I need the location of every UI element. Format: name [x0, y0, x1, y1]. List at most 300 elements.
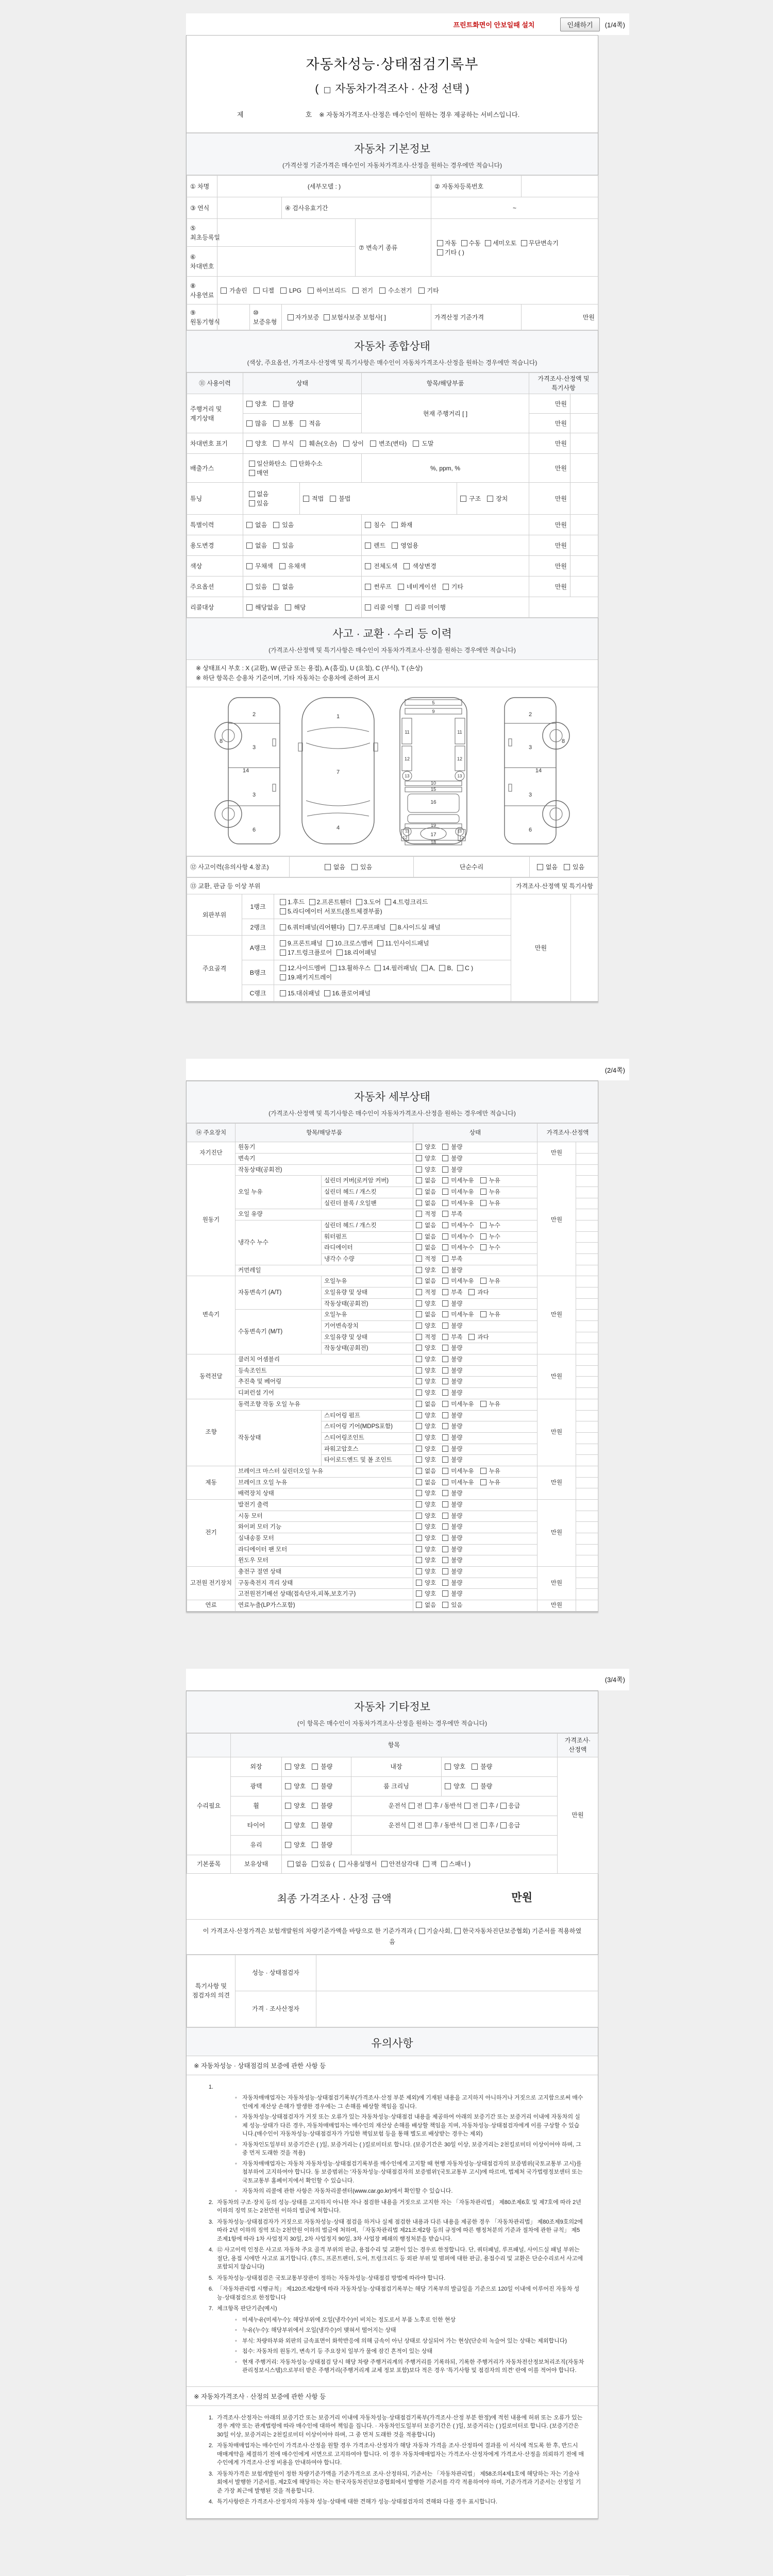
- print-button[interactable]: 인쇄하기: [560, 18, 599, 31]
- checkbox[interactable]: [442, 1479, 448, 1485]
- checkbox[interactable]: [480, 1479, 486, 1485]
- checkbox[interactable]: [442, 1580, 448, 1586]
- checkbox[interactable]: [416, 1155, 422, 1161]
- option-cell: [243, 556, 362, 577]
- checkbox[interactable]: [246, 522, 253, 528]
- checkbox[interactable]: [457, 965, 463, 971]
- checkbox-option: [472, 1762, 492, 1771]
- checkbox[interactable]: [416, 1389, 422, 1396]
- checkbox[interactable]: [246, 604, 253, 611]
- checkbox[interactable]: [445, 1764, 451, 1770]
- form-cell: (세부모델 : ): [217, 176, 431, 197]
- checkbox[interactable]: [442, 1423, 448, 1429]
- checkbox[interactable]: [480, 1278, 486, 1284]
- checkbox-option: [416, 1143, 436, 1152]
- checkbox[interactable]: [480, 1177, 486, 1183]
- checkbox[interactable]: [285, 1764, 291, 1770]
- checkbox[interactable]: [480, 1401, 486, 1407]
- checkbox[interactable]: [455, 1928, 461, 1934]
- option-cell: [413, 1444, 537, 1455]
- checkbox[interactable]: [416, 1200, 422, 1206]
- checkbox[interactable]: [246, 420, 253, 427]
- checkbox-label: 불량: [451, 1524, 463, 1531]
- checkbox-label: 없음: [425, 1223, 436, 1229]
- checkbox[interactable]: [416, 1546, 422, 1552]
- checkbox[interactable]: [330, 496, 336, 502]
- checkbox[interactable]: [442, 1300, 448, 1307]
- checkbox[interactable]: [416, 1211, 422, 1217]
- checkbox[interactable]: [487, 496, 493, 502]
- checkbox[interactable]: [365, 604, 371, 611]
- checkbox[interactable]: [416, 1144, 422, 1150]
- checkbox[interactable]: [273, 440, 279, 447]
- checkbox[interactable]: [312, 1861, 318, 1867]
- checkbox[interactable]: [273, 584, 279, 590]
- text-segment: 무단변속기: [528, 239, 559, 247]
- option-cell: [362, 515, 529, 535]
- checkbox[interactable]: [249, 461, 255, 467]
- checkbox-label: 누수: [489, 1245, 500, 1251]
- checkbox[interactable]: [442, 1546, 448, 1552]
- checkbox[interactable]: [280, 899, 286, 905]
- checkbox[interactable]: [480, 1189, 486, 1195]
- checkbox[interactable]: [365, 543, 371, 549]
- checkbox[interactable]: [249, 491, 255, 497]
- checkbox[interactable]: [441, 1861, 447, 1867]
- checkbox[interactable]: [309, 899, 315, 905]
- checkbox[interactable]: [442, 1456, 448, 1463]
- checkbox-option: [442, 1556, 462, 1565]
- checkbox-label: 양호: [294, 1841, 306, 1849]
- checkbox-label: 누유: [489, 1312, 500, 1318]
- checkbox[interactable]: [416, 1311, 422, 1317]
- form-cell: 성능 · 상태점검자: [236, 1955, 316, 1991]
- checkbox[interactable]: [312, 1803, 318, 1809]
- checkbox[interactable]: [442, 1378, 448, 1384]
- checkbox[interactable]: [416, 1412, 422, 1418]
- checkbox[interactable]: [246, 584, 253, 590]
- checkbox[interactable]: [416, 1323, 422, 1329]
- checkbox[interactable]: [246, 543, 253, 549]
- checkbox[interactable]: [472, 1764, 478, 1770]
- checkbox[interactable]: [416, 1222, 422, 1228]
- text-segment: 음: [389, 1938, 395, 1946]
- checkbox[interactable]: [442, 1334, 448, 1340]
- checkbox[interactable]: [280, 950, 286, 956]
- checkbox[interactable]: [312, 1842, 318, 1848]
- checkbox[interactable]: [442, 1389, 448, 1396]
- text-segment: 스패너 ): [448, 1860, 471, 1868]
- checkbox[interactable]: [246, 401, 253, 407]
- checkbox[interactable]: [416, 1233, 422, 1240]
- page-badge-3: (3/4쪽): [604, 1676, 625, 1684]
- checkbox[interactable]: [422, 965, 428, 971]
- checkbox[interactable]: [279, 563, 285, 569]
- checkbox[interactable]: [564, 864, 570, 870]
- checkbox[interactable]: [365, 522, 371, 528]
- notice-item-text: 자동차성능·상태점검은 국토교통부장관이 정하는 자동차성능·상태점검 방법에 따라야 합니다.: [217, 2275, 446, 2281]
- checkbox[interactable]: [285, 1783, 291, 1789]
- checkbox[interactable]: [442, 1501, 448, 1507]
- notice-item-number: 4.: [208, 2247, 213, 2253]
- notice-block-heading: ※ 자동차가격조사 · 산정의 보증에 관한 사항 등: [187, 2387, 598, 2406]
- checkbox[interactable]: [280, 965, 286, 971]
- checkbox[interactable]: [246, 563, 253, 569]
- diagram-part-number: 2: [528, 711, 532, 718]
- text-segment: 11.인사이드패널: [385, 939, 429, 947]
- checkbox[interactable]: [370, 440, 376, 447]
- checkbox[interactable]: [249, 500, 255, 506]
- checkbox[interactable]: [442, 1177, 448, 1183]
- checkbox[interactable]: [442, 1345, 448, 1351]
- checkbox[interactable]: [288, 314, 294, 320]
- checkbox[interactable]: [416, 1446, 422, 1452]
- checkbox-option: [416, 1579, 436, 1588]
- checkbox[interactable]: [416, 1189, 422, 1195]
- checkbox-option: [445, 1782, 465, 1791]
- checkbox[interactable]: [416, 1568, 422, 1574]
- bullet-icon: ◦: [235, 2337, 237, 2344]
- checkbox-option: [406, 603, 446, 612]
- checkbox[interactable]: [468, 1334, 475, 1340]
- checkbox[interactable]: [416, 1401, 422, 1407]
- checkbox[interactable]: [416, 1345, 422, 1351]
- checkbox[interactable]: [285, 1842, 291, 1848]
- checkbox[interactable]: [442, 1278, 448, 1284]
- checkbox[interactable]: [480, 1200, 486, 1206]
- checkbox-label: 구조: [469, 495, 481, 502]
- checkbox[interactable]: [249, 470, 255, 476]
- checkbox[interactable]: [308, 287, 314, 294]
- checkbox[interactable]: [425, 1822, 431, 1828]
- checkbox[interactable]: [416, 1244, 422, 1250]
- bullet-icon: ◦: [235, 2359, 237, 2365]
- other-info-table: [187, 1733, 598, 1874]
- checkbox[interactable]: [324, 990, 330, 996]
- checkbox[interactable]: [280, 908, 286, 914]
- checkbox[interactable]: [416, 1479, 422, 1485]
- checkbox-label: 불량: [451, 1267, 463, 1274]
- checkbox[interactable]: [416, 1300, 422, 1307]
- checkbox[interactable]: [365, 584, 371, 590]
- checkbox[interactable]: [442, 1200, 448, 1206]
- checkbox[interactable]: [442, 1590, 448, 1597]
- notice-item-text: 「자동차관리법 시행규칙」 제120조제2항에 따라 자동차성능·상태점검기록부는 해당 기록부의 발급일을 기준으로 120일 이내에 이루어진 자동차 성능·상태점검으로 한정합니다: [217, 2286, 580, 2301]
- diagram-part-number: 19: [430, 823, 436, 828]
- form-cell: 가격조사·산정액: [558, 1733, 598, 1757]
- checkbox[interactable]: [416, 1580, 422, 1586]
- checkbox[interactable]: [280, 287, 287, 294]
- option-cell: [243, 394, 362, 414]
- form-cell: [576, 1265, 598, 1276]
- checkbox[interactable]: [343, 440, 349, 447]
- checkbox[interactable]: [442, 1412, 448, 1418]
- checkbox-label: 불량: [321, 1841, 333, 1849]
- checkbox[interactable]: [423, 1861, 429, 1867]
- checkbox-option: [442, 1456, 462, 1465]
- checkbox[interactable]: [460, 496, 466, 502]
- price-unit: 만원: [529, 414, 570, 433]
- checkbox-label: 양호: [294, 1783, 306, 1790]
- print-help-link[interactable]: 프린트화면이 안보일때 설치: [453, 21, 535, 29]
- checkbox[interactable]: [312, 1783, 318, 1789]
- checkbox[interactable]: [381, 1861, 388, 1867]
- checkbox[interactable]: [285, 604, 291, 611]
- checkbox[interactable]: [480, 1468, 486, 1474]
- checkbox-label: 양호: [425, 1166, 436, 1173]
- option-cell: [362, 535, 529, 556]
- notice-item-number: 1.: [208, 2083, 213, 2090]
- section-subtitle: (색상, 주요옵션, 가격조사·산정액 및 특기사항은 매수인이 자동차가격조사·산정을 원하는 경우에만 적습니다): [247, 359, 537, 366]
- checkbox[interactable]: [464, 1822, 470, 1828]
- checkbox[interactable]: [442, 1189, 448, 1195]
- checkbox[interactable]: [416, 1334, 422, 1340]
- checkbox-label: 미세누유: [451, 1401, 474, 1408]
- checkbox[interactable]: [280, 974, 286, 980]
- form-cell: 타이어: [231, 1816, 282, 1835]
- checkbox-option: [365, 520, 385, 530]
- checkbox[interactable]: [409, 1803, 415, 1809]
- checkbox[interactable]: [464, 1803, 470, 1809]
- checkbox[interactable]: [288, 1861, 294, 1867]
- form-cell: 시동 모터: [236, 1511, 413, 1522]
- checkbox[interactable]: [442, 1434, 448, 1440]
- checkbox[interactable]: [418, 287, 425, 294]
- checkbox[interactable]: [416, 1490, 422, 1496]
- checkbox[interactable]: [254, 287, 260, 294]
- checkbox[interactable]: [442, 1557, 448, 1563]
- form-cell: 스티어링조인트: [322, 1432, 413, 1444]
- checkbox[interactable]: [480, 1233, 486, 1240]
- checkbox[interactable]: [416, 1602, 422, 1608]
- checkbox[interactable]: [280, 940, 286, 946]
- checkbox[interactable]: [537, 864, 543, 870]
- checkbox-label: 보통: [282, 419, 294, 427]
- checkbox[interactable]: [416, 1256, 422, 1262]
- checkbox[interactable]: [330, 965, 337, 971]
- checkbox[interactable]: [416, 1356, 422, 1362]
- checkbox[interactable]: [416, 1267, 422, 1273]
- form-cell: [351, 1835, 558, 1855]
- checkbox[interactable]: [327, 940, 333, 946]
- checkbox[interactable]: [379, 287, 385, 294]
- checkbox[interactable]: [280, 924, 286, 930]
- checkbox[interactable]: [398, 584, 404, 590]
- checkbox[interactable]: [500, 1803, 507, 1809]
- checkbox[interactable]: [406, 604, 412, 611]
- checkbox[interactable]: [312, 1822, 318, 1828]
- checkbox[interactable]: [416, 1367, 422, 1374]
- checkbox-option: [480, 1479, 500, 1487]
- option-cell: [243, 577, 362, 597]
- checkbox[interactable]: [472, 1783, 478, 1789]
- checkbox[interactable]: [416, 1278, 422, 1284]
- notice-item: [202, 2083, 584, 2092]
- checkbox[interactable]: [392, 522, 398, 528]
- checkbox[interactable]: [221, 287, 227, 294]
- checkbox[interactable]: [416, 1456, 422, 1463]
- checkbox[interactable]: [280, 990, 286, 996]
- checkbox-label: 양호: [453, 1763, 466, 1771]
- checkbox[interactable]: [300, 420, 306, 427]
- checkbox-option: [416, 1456, 436, 1465]
- checkbox[interactable]: [273, 401, 279, 407]
- checkbox[interactable]: [416, 1434, 422, 1440]
- checkbox-option: [285, 603, 306, 612]
- checkbox[interactable]: [303, 496, 309, 502]
- checkbox[interactable]: [442, 1256, 448, 1262]
- text-segment: 후 /: [488, 1822, 498, 1829]
- checkbox[interactable]: [416, 1523, 422, 1530]
- form-cell: 라디에이터: [322, 1243, 413, 1254]
- checkbox[interactable]: [445, 1783, 451, 1789]
- form-cell: 유리: [231, 1835, 282, 1855]
- checkbox[interactable]: [521, 240, 527, 246]
- checkbox[interactable]: [392, 543, 398, 549]
- form-cell: 상태: [413, 1124, 537, 1142]
- checkbox[interactable]: [442, 1244, 448, 1250]
- checkbox[interactable]: [442, 1323, 448, 1329]
- checkbox[interactable]: [404, 563, 410, 569]
- checkbox[interactable]: [416, 1166, 422, 1173]
- checkbox[interactable]: [312, 1764, 318, 1770]
- checkbox[interactable]: [416, 1177, 422, 1183]
- checkbox-label: 불량: [321, 1802, 333, 1810]
- checkbox[interactable]: [413, 440, 419, 447]
- checkbox[interactable]: [442, 1211, 448, 1217]
- detail-status-table: [187, 1123, 598, 1611]
- checkbox[interactable]: [442, 1401, 448, 1407]
- checkbox[interactable]: [442, 1166, 448, 1173]
- diagram-part-number: 13: [458, 830, 462, 834]
- checkbox[interactable]: [365, 563, 371, 569]
- checkbox[interactable]: [442, 1535, 448, 1541]
- checkbox[interactable]: [442, 1311, 448, 1317]
- checkbox[interactable]: [285, 1822, 291, 1828]
- checkbox[interactable]: [351, 864, 358, 870]
- checkbox[interactable]: [442, 1144, 448, 1150]
- checkbox[interactable]: [352, 287, 359, 294]
- checkbox[interactable]: [461, 240, 467, 246]
- checkbox[interactable]: [339, 1861, 345, 1867]
- checkbox[interactable]: [480, 1244, 486, 1250]
- checkbox[interactable]: [324, 314, 330, 320]
- checkbox[interactable]: [377, 940, 383, 946]
- checkbox[interactable]: [443, 584, 449, 590]
- checkbox[interactable]: [416, 1557, 422, 1563]
- checkbox[interactable]: [385, 899, 391, 905]
- price-unit: 만원: [529, 483, 570, 515]
- checkbox[interactable]: [480, 1311, 486, 1317]
- checkbox[interactable]: [285, 1803, 291, 1809]
- checkbox[interactable]: [442, 1233, 448, 1240]
- checkbox[interactable]: [416, 1468, 422, 1474]
- form-cell: 용도변경: [187, 535, 243, 556]
- checkbox[interactable]: [273, 522, 279, 528]
- checkbox[interactable]: [273, 543, 279, 549]
- checkbox-label: 부족: [451, 1211, 463, 1218]
- checkbox[interactable]: [375, 965, 381, 971]
- checkbox[interactable]: [485, 240, 491, 246]
- checkbox[interactable]: [442, 1513, 448, 1519]
- checkbox[interactable]: [425, 1803, 431, 1809]
- checkbox[interactable]: [416, 1378, 422, 1384]
- checkbox[interactable]: [273, 420, 279, 427]
- checkbox[interactable]: [416, 1535, 422, 1541]
- checkbox[interactable]: [419, 1928, 425, 1934]
- checkbox[interactable]: [442, 1367, 448, 1374]
- checkbox[interactable]: [442, 1568, 448, 1574]
- checkbox[interactable]: [442, 1490, 448, 1496]
- checkbox-label: 미세누유: [451, 1200, 474, 1207]
- checkbox[interactable]: [390, 924, 396, 930]
- checkbox[interactable]: [416, 1590, 422, 1597]
- form-cell: 파워고압호스: [322, 1444, 413, 1455]
- checkbox[interactable]: [416, 1513, 422, 1519]
- checkbox[interactable]: [480, 1222, 486, 1228]
- checkbox[interactable]: [300, 440, 306, 447]
- checkbox[interactable]: [324, 87, 330, 93]
- checkbox-option: [416, 1367, 436, 1376]
- notice-item: [202, 2274, 584, 2283]
- form-cell: 가격조사·산정액 및 특기사항: [511, 878, 598, 894]
- checkbox[interactable]: [325, 864, 331, 870]
- checkbox-option: [416, 1222, 436, 1230]
- form-cell: 특별이력: [187, 515, 243, 535]
- checkbox-option: [487, 494, 508, 503]
- checkbox[interactable]: [416, 1501, 422, 1507]
- checkbox[interactable]: [442, 1222, 448, 1228]
- checkbox[interactable]: [291, 461, 297, 467]
- text-segment: 2.프론트휀더: [316, 898, 354, 906]
- checkbox[interactable]: [349, 924, 355, 930]
- checkbox[interactable]: [437, 240, 443, 246]
- checkbox[interactable]: [442, 1155, 448, 1161]
- checkbox[interactable]: [481, 1803, 487, 1809]
- checkbox-option: [480, 1222, 500, 1230]
- checkbox-label: 미세누수: [451, 1223, 474, 1229]
- checkbox[interactable]: [442, 1356, 448, 1362]
- checkbox[interactable]: [481, 1822, 487, 1828]
- checkbox[interactable]: [442, 1267, 448, 1273]
- checkbox-option: [416, 1333, 436, 1342]
- checkbox[interactable]: [442, 1468, 448, 1474]
- checkbox[interactable]: [442, 1602, 448, 1608]
- status-code-note-2: ※ 하단 항목은 승용차 기준이며, 기타 자동차는 승용차에 준하여 표시: [196, 674, 380, 682]
- checkbox[interactable]: [442, 1446, 448, 1452]
- notice-block-body: [187, 2406, 598, 2518]
- checkbox[interactable]: [442, 1289, 448, 1295]
- checkbox-option: [416, 1344, 436, 1353]
- checkbox[interactable]: [416, 1423, 422, 1429]
- form-cell: 동력조향 작동 오일 누유: [236, 1399, 413, 1410]
- checkbox[interactable]: [437, 249, 443, 256]
- checkbox[interactable]: [439, 965, 445, 971]
- checkbox[interactable]: [246, 440, 253, 447]
- checkbox[interactable]: [468, 1289, 475, 1295]
- checkbox[interactable]: [500, 1822, 507, 1828]
- checkbox[interactable]: [337, 950, 343, 956]
- form-cell: [570, 394, 598, 414]
- checkbox-label: 누유: [489, 1189, 500, 1196]
- checkbox[interactable]: [442, 1523, 448, 1530]
- bullet-icon: ◦: [235, 2188, 237, 2195]
- option-cell: [243, 535, 362, 556]
- checkbox[interactable]: [416, 1289, 422, 1295]
- price-unit: 만원: [558, 1757, 598, 1873]
- checkbox[interactable]: [356, 899, 362, 905]
- checkbox[interactable]: [409, 1822, 415, 1828]
